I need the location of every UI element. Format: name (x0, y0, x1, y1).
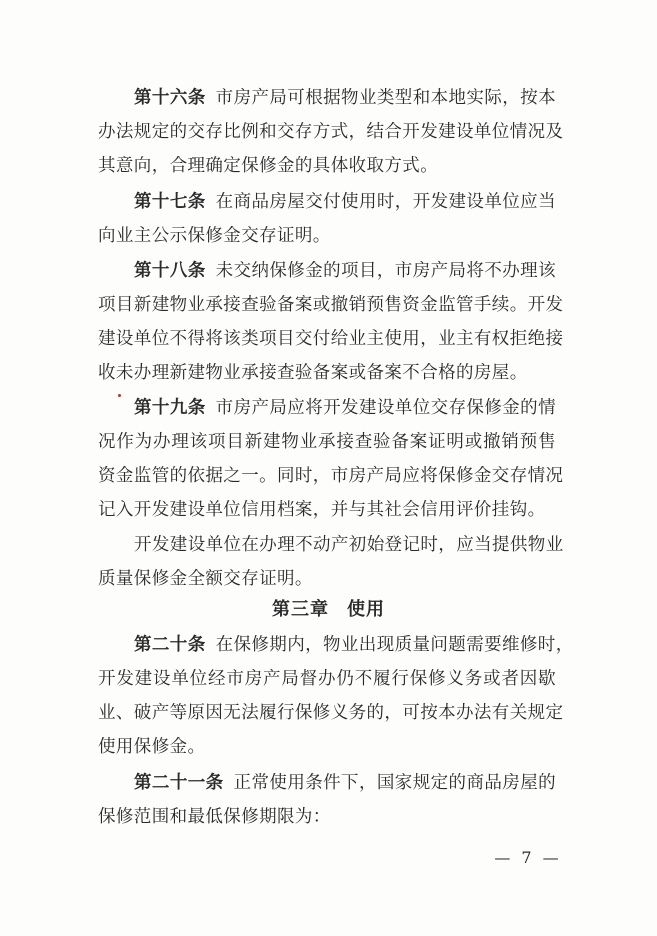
article-17-line-2: 向业主公示保修金交存证明。 (98, 226, 331, 246)
article-19-line-4: 记入开发建设单位信用档案，并与其社会信用评价挂钩。 (98, 500, 546, 520)
article-18-line-1: 第十八条 未交纳保修金的项目，市房产局将不办理该 (134, 261, 556, 281)
chapter-number: 第三章 (272, 599, 329, 620)
article-19-heading: 第十九条 (134, 398, 206, 418)
paragraph-line-1: 开发建设单位在办理不动产初始登记时，应当提供物业 (134, 535, 564, 555)
article-16-line-1: 第十六条 市房产局可根据物业类型和本地实际，按本 (134, 88, 556, 108)
article-16-line-2: 办法规定的交存比例和交存方式，结合开发建设单位情况及 (98, 122, 564, 142)
article-21-line-2: 保修范围和最低保修期限为： (98, 807, 331, 827)
paragraph-line-2: 质量保修金全额交存证明。 (98, 569, 313, 589)
article-18-line-2: 项目新建物业承接查验备案或撤销预售资金监管手续。开发 (98, 295, 564, 315)
chapter-heading (0, 598, 657, 622)
article-18-line-3: 建设单位不得将该类项目交付给业主使用，业主有权拒绝接 (98, 329, 564, 349)
article-19-line-1: 第十九条 市房产局应将开发建设单位交存保修金的情 (134, 398, 556, 418)
chapter-title: 使用 (347, 599, 385, 620)
article-20-line-1: 第二十条 在保修期内，物业出现质量问题需要维修时， (134, 635, 574, 655)
article-21-heading: 第二十一条 (134, 773, 224, 793)
article-20-line-2: 开发建设单位经市房产局督办仍不履行保修义务或者因歇 (98, 669, 556, 689)
article-20-heading: 第二十条 (134, 635, 206, 655)
article-21-line-1: 第二十一条 正常使用条件下，国家规定的商品房屋的 (134, 773, 557, 793)
ink-speck (118, 394, 121, 397)
article-18-line-4: 收未办理新建物业承接查验备案或备案不合格的房屋。 (98, 363, 528, 383)
page-number: — 7 — (494, 848, 562, 867)
article-17-line-1: 第十七条 在商品房屋交付使用时，开发建设单位应当 (134, 192, 556, 212)
article-20-line-3: 业、破产等原因无法履行保修义务的，可按本办法有关规定 (98, 703, 564, 723)
article-20-line-4: 使用保修金。 (98, 737, 206, 757)
article-18-heading: 第十八条 (134, 261, 206, 281)
article-19-line-2: 况作为办理该项目新建物业承接查验备案证明或撤销预售 (98, 432, 556, 452)
article-16-heading: 第十六条 (134, 88, 206, 108)
article-19-line-3: 资金监管的依据之一。同时，市房产局应将保修金交存情况 (98, 466, 564, 486)
article-16-line-3: 其意向，合理确定保修金的具体收取方式。 (98, 156, 439, 176)
article-17-heading: 第十七条 (134, 192, 206, 212)
